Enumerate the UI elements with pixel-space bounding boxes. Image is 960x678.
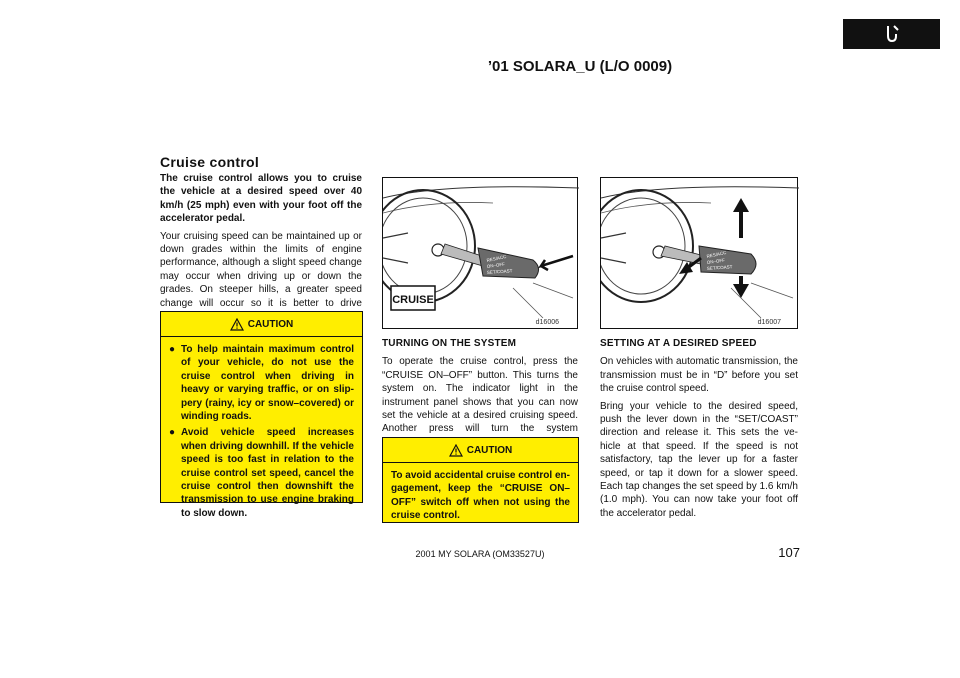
svg-text:SET/COAST: SET/COAST <box>486 268 513 275</box>
column-middle <box>382 337 578 453</box>
figure-code: d16007 <box>757 319 781 326</box>
svg-text:ON–OFF: ON–OFF <box>706 257 726 265</box>
bullet-icon: ● <box>169 344 176 355</box>
caution-box-1 <box>160 311 363 519</box>
illustration-cruise-button <box>382 177 578 329</box>
document-title: ’01 SOLARA_U (L/O 0009) <box>487 58 673 75</box>
figure-code: d16006 <box>535 319 559 326</box>
illustration-set-speed <box>600 177 798 329</box>
intro-text: The cruise control allows you to cruise the vehicle at a desired speed over 40 km/h (25 mph) even with your foot off the accelerator pedal. <box>160 173 362 225</box>
caution-bullet: ● Avoid vehicle speed increases when driving downhill. If the vehicle speed is too fast in relation to the cruise control set speed, cancel the cruise control then downshift the transmission to use engine braking to slow down. <box>169 427 354 519</box>
column-right <box>600 337 798 524</box>
column-left <box>160 172 362 327</box>
turning-text: To operate the cruise control, press the “CRUISE ON–OFF” button. This turns the system on. The indicator light in the instrument panel shows that you can now set the vehicle at a desired cruising speed. Another press will turn the system <box>382 356 578 435</box>
setting-heading: SETTING AT A DESIRED SPEED <box>600 338 757 349</box>
corner-tab <box>843 19 940 49</box>
cruise-indicator-label: CRUISE <box>392 294 434 306</box>
footer-model: 2001 MY SOLARA (OM33527U) <box>415 549 545 559</box>
caution-box-2 <box>382 437 579 523</box>
section-title: Cruise control <box>160 154 260 170</box>
svg-text:RES/ACC: RES/ACC <box>706 249 727 259</box>
svg-text:SET/COAST: SET/COAST <box>706 264 733 271</box>
caution-header <box>383 438 578 463</box>
caution-body <box>161 337 362 520</box>
steering-wheel-illustration <box>383 178 579 330</box>
caution-label: CAUTION <box>247 318 294 330</box>
caution-body <box>383 463 578 523</box>
body-text: Your cruising speed can be maintained up or down grades within the limits of engine performance, although a slight speed change may occur when driving up or down the grades. On steeper hills, a greater speed change will occur so it is better to drive <box>160 230 362 309</box>
warning-triangle-icon <box>449 444 463 457</box>
caution-label: CAUTION <box>466 444 513 456</box>
caution-header <box>161 312 362 337</box>
warning-triangle-icon <box>230 318 244 331</box>
steering-wheel-lever-illustration <box>601 178 799 330</box>
setting-text-2: Bring your vehicle to the desired speed, push the lever down in the “SET/COAST” direction and release it. This sets the ve- hicle at that speed. If the speed is not satisfactory, tap the lever up for a faster speed, or tap it down for a slower speed. Each tap changes the set speed by 1.6 km/h (1.0 mph). You can now take your foot off the accelerator pedal. <box>600 400 798 519</box>
svg-text:RES/ACC: RES/ACC <box>486 253 507 263</box>
bullet-icon: ● <box>169 427 176 439</box>
svg-text:ON–OFF: ON–OFF <box>486 261 506 269</box>
turning-heading: TURNING ON THE SYSTEM <box>382 338 517 349</box>
caution-bullet: ● To help maintain maximum control of your vehicle, do not use the cruise control when driving in heavy or varying traffic, or on slip- pery (rainy, icy or snow–covered) or winding roads. <box>169 344 354 423</box>
caution-text: To avoid accidental cruise control en- gagement, keep the “CRUISE ON–OFF” switch off when not using the cruise control. <box>391 470 570 522</box>
phone-hook-icon <box>881 23 903 45</box>
setting-text-1: On vehicles with automatic transmission, the transmission must be in “D” before you set the cruise control speed. <box>600 356 798 395</box>
page-number: 107 <box>778 545 800 560</box>
